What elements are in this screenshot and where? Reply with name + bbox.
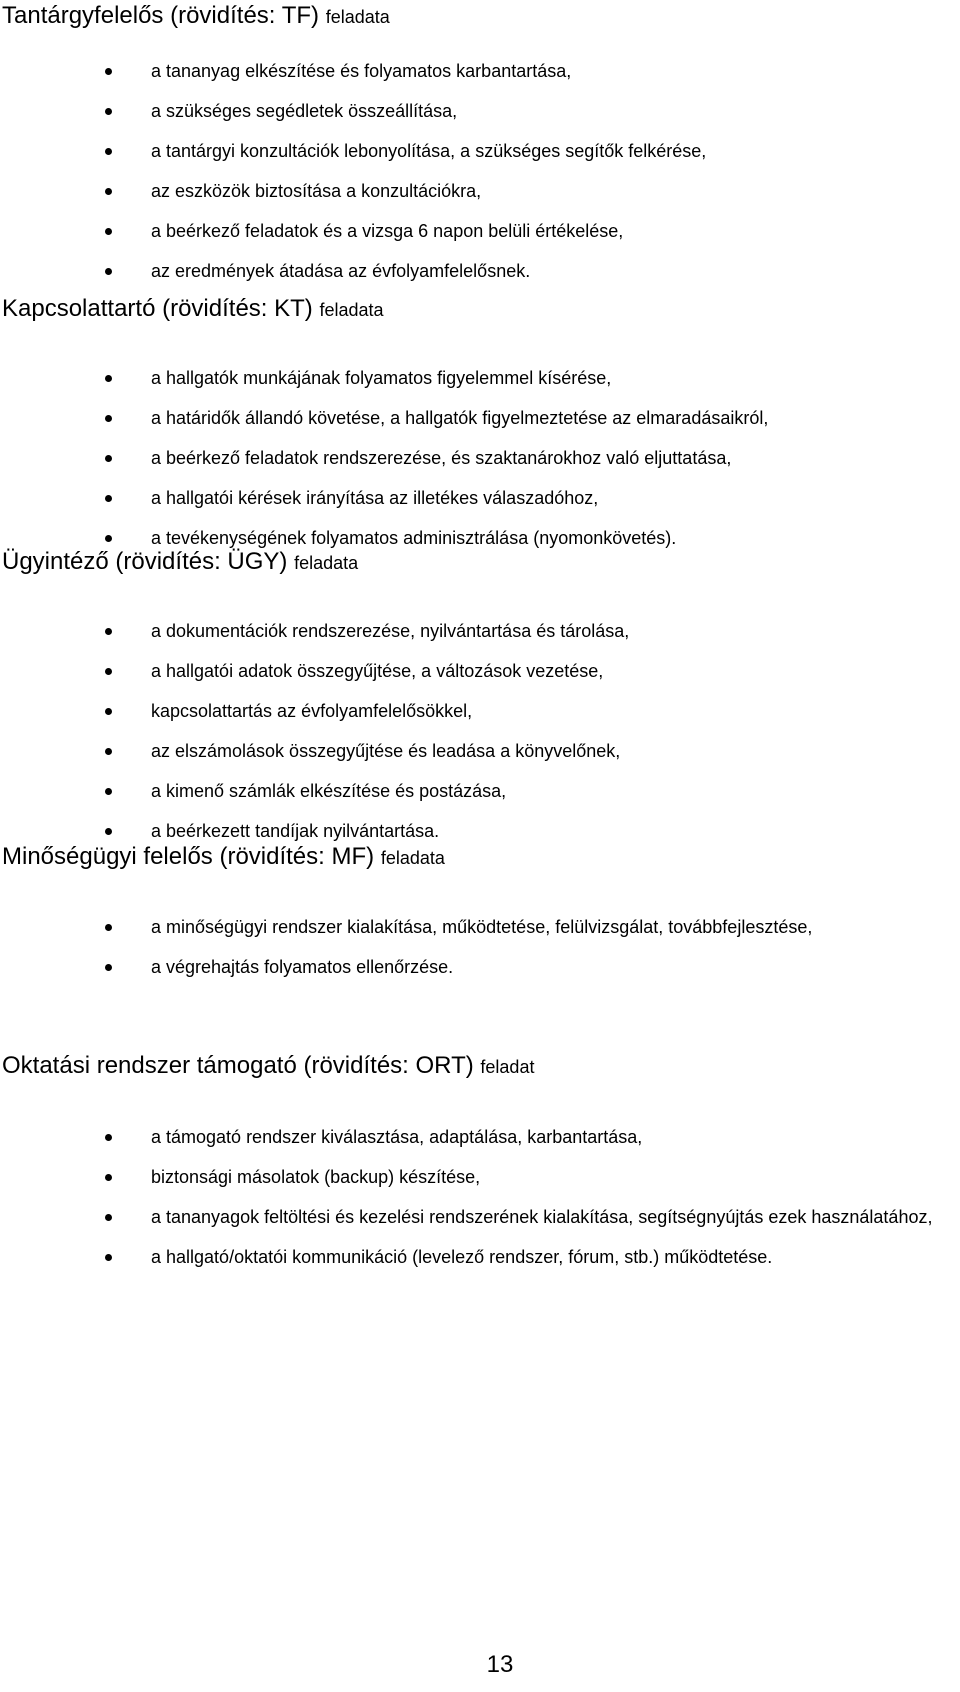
section-title-text: Ügyintéző (rövidítés: ÜGY): [2, 548, 288, 575]
list-item: a hallgató/oktatói kommunikáció (levelező rendszer, fórum, stb.) működtetése.: [0, 1245, 960, 1269]
list-item: az elszámolások összegyűjtése és leadása a könyvelőnek,: [0, 739, 960, 763]
list-item: a beérkező feladatok és a vizsga 6 napon belüli értékelése,: [0, 219, 960, 243]
list-item: a kimenő számlák elkészítése és postázása,: [0, 779, 960, 803]
section-tf: [0, 0, 960, 299]
list-item: a tananyag elkészítése és folyamatos karbantartása,: [0, 59, 960, 83]
bullet-icon: [105, 788, 112, 795]
page-number: 13: [486, 1651, 514, 1678]
list-item: a minőségügyi rendszer kialakítása, működtetése, felülvizsgálat, továbbfejlesztése,: [0, 915, 960, 939]
list-item: a tevékenységének folyamatos adminisztrálása (nyomonkövetés).: [0, 526, 960, 550]
bullet-icon: [105, 495, 112, 502]
list-item: a szükséges segédletek összeállítása,: [0, 99, 960, 123]
bullet-icon: [105, 535, 112, 542]
list-item: a tantárgyi konzultációk lebonyolítása, a szükséges segítők felkérése,: [0, 139, 960, 163]
section-title: [0, 1050, 960, 1083]
list-item: a beérkezett tandíjak nyilvántartása.: [0, 819, 960, 843]
bullet-icon: [105, 268, 112, 275]
task-list: [0, 59, 960, 283]
bullet-icon: [105, 828, 112, 835]
bullet-icon: [105, 748, 112, 755]
list-item: a hallgatói kérések irányítása az illetékes válaszadóhoz,: [0, 486, 960, 510]
section-kt: [0, 293, 960, 566]
task-list: [0, 915, 960, 979]
bullet-icon: [105, 228, 112, 235]
section-ugy: [0, 546, 960, 859]
bullet-icon: [105, 964, 112, 971]
section-title: [0, 546, 960, 579]
section-title-suffix: feladata: [380, 848, 445, 868]
section-title: [0, 0, 960, 33]
bullet-icon: [105, 455, 112, 462]
section-title: [0, 293, 960, 326]
section-mf: [0, 841, 960, 995]
section-title-text: Kapcsolattartó (rövidítés: KT): [2, 295, 313, 322]
bullet-icon: [105, 1174, 112, 1181]
list-item: biztonsági másolatok (backup) készítése,: [0, 1165, 960, 1189]
section-title-suffix: feladata: [294, 553, 359, 573]
list-item: a határidők állandó követése, a hallgatók figyelmeztetése az elmaradásaikról,: [0, 406, 960, 430]
bullet-icon: [105, 415, 112, 422]
bullet-icon: [105, 108, 112, 115]
section-title: [0, 841, 960, 874]
list-item: a hallgatók munkájának folyamatos figyelemmel kísérése,: [0, 366, 960, 390]
bullet-icon: [105, 148, 112, 155]
list-item: kapcsolattartás az évfolyamfelelősökkel,: [0, 699, 960, 723]
bullet-icon: [105, 188, 112, 195]
bullet-icon: [105, 628, 112, 635]
bullet-icon: [105, 1134, 112, 1141]
list-item: a végrehajtás folyamatos ellenőrzése.: [0, 955, 960, 979]
bullet-icon: [105, 1254, 112, 1261]
section-title-text: Oktatási rendszer támogató (rövidítés: ORT): [2, 1052, 474, 1079]
list-item: az eredmények átadása az évfolyamfelelősnek.: [0, 259, 960, 283]
bullet-icon: [105, 1214, 112, 1221]
section-title-suffix: feladata: [319, 300, 384, 320]
task-list: [0, 1125, 960, 1269]
list-item: a dokumentációk rendszerezése, nyilvántartása és tárolása,: [0, 619, 960, 643]
task-list: [0, 366, 960, 550]
bullet-icon: [105, 375, 112, 382]
section-title-text: Minőségügyi felelős (rövidítés: MF): [2, 843, 375, 870]
section-title-text: Tantárgyfelelős (rövidítés: TF): [2, 2, 320, 29]
list-item: a tananyagok feltöltési és kezelési rendszerének kialakítása, segítségnyújtás ezek használatához,: [0, 1205, 960, 1229]
bullet-icon: [105, 68, 112, 75]
bullet-icon: [105, 708, 112, 715]
section-ort: [0, 1050, 960, 1285]
section-title-suffix: feladat: [480, 1057, 535, 1077]
list-item: az eszközök biztosítása a konzultációkra,: [0, 179, 960, 203]
bullet-icon: [105, 924, 112, 931]
task-list: [0, 619, 960, 843]
section-title-suffix: feladata: [325, 7, 390, 27]
bullet-icon: [105, 668, 112, 675]
list-item: a támogató rendszer kiválasztása, adaptálása, karbantartása,: [0, 1125, 960, 1149]
list-item: a beérkező feladatok rendszerezése, és szaktanárokhoz való eljuttatása,: [0, 446, 960, 470]
list-item: a hallgatói adatok összegyűjtése, a változások vezetése,: [0, 659, 960, 683]
